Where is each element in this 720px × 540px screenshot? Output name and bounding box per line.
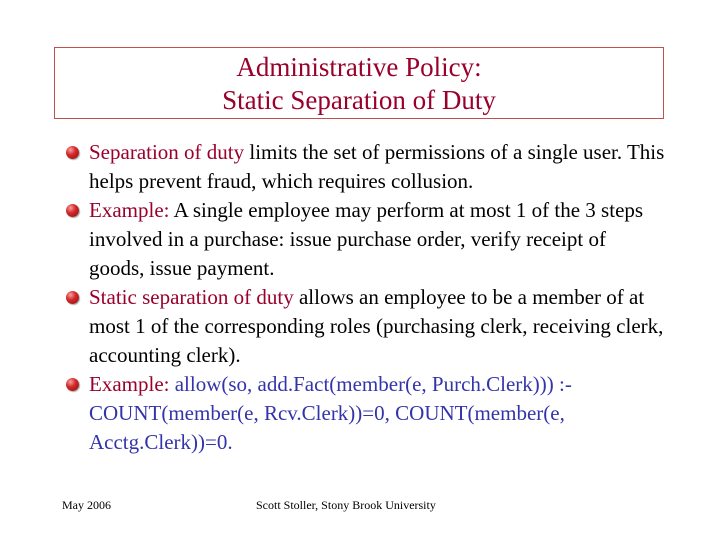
slide-title — [54, 47, 664, 119]
title-line-1: Administrative Policy: — [236, 52, 482, 82]
bullet-highlight: Example: — [89, 198, 170, 222]
bullet-text: allows an employee to be a member of at most 1 of the corresponding roles (purchasing clerk, receiving clerk, accounting clerk). — [89, 285, 664, 367]
red-sphere-bullet-icon — [66, 378, 79, 391]
title-line-2: Static Separation of Duty — [222, 85, 496, 115]
bullet-text: limits the set of permissions of a single user. This helps prevent fraud, which requires collusion. — [89, 140, 665, 193]
bullet-text: A single employee may perform at most 1 of the 3 steps involved in a purchase: issue purchase order, verify receipt of goods, issue payment. — [89, 198, 644, 280]
bullet-highlight: Static separation of duty — [89, 285, 294, 309]
red-sphere-bullet-icon — [66, 291, 79, 304]
bullet-item — [66, 138, 666, 196]
bullet-highlight: Separation of duty — [89, 140, 245, 164]
bullet-item — [66, 283, 666, 370]
bullet-highlight: Example: — [89, 372, 170, 396]
bullet-code: allow(so, add.Fact(member(e, Purch.Clerk))) :- COUNT(member(e, Rcv.Clerk))=0, COUNT(member(e, Acctg.Clerk))=0. — [89, 372, 572, 454]
bullet-list — [66, 138, 666, 457]
bullet-item — [66, 370, 666, 457]
footer-author: Scott Stoller, Stony Brook University — [256, 498, 436, 512]
bullet-item — [66, 196, 666, 283]
red-sphere-bullet-icon — [66, 204, 79, 217]
red-sphere-bullet-icon — [66, 146, 79, 159]
footer-date: May 2006 — [62, 498, 111, 512]
